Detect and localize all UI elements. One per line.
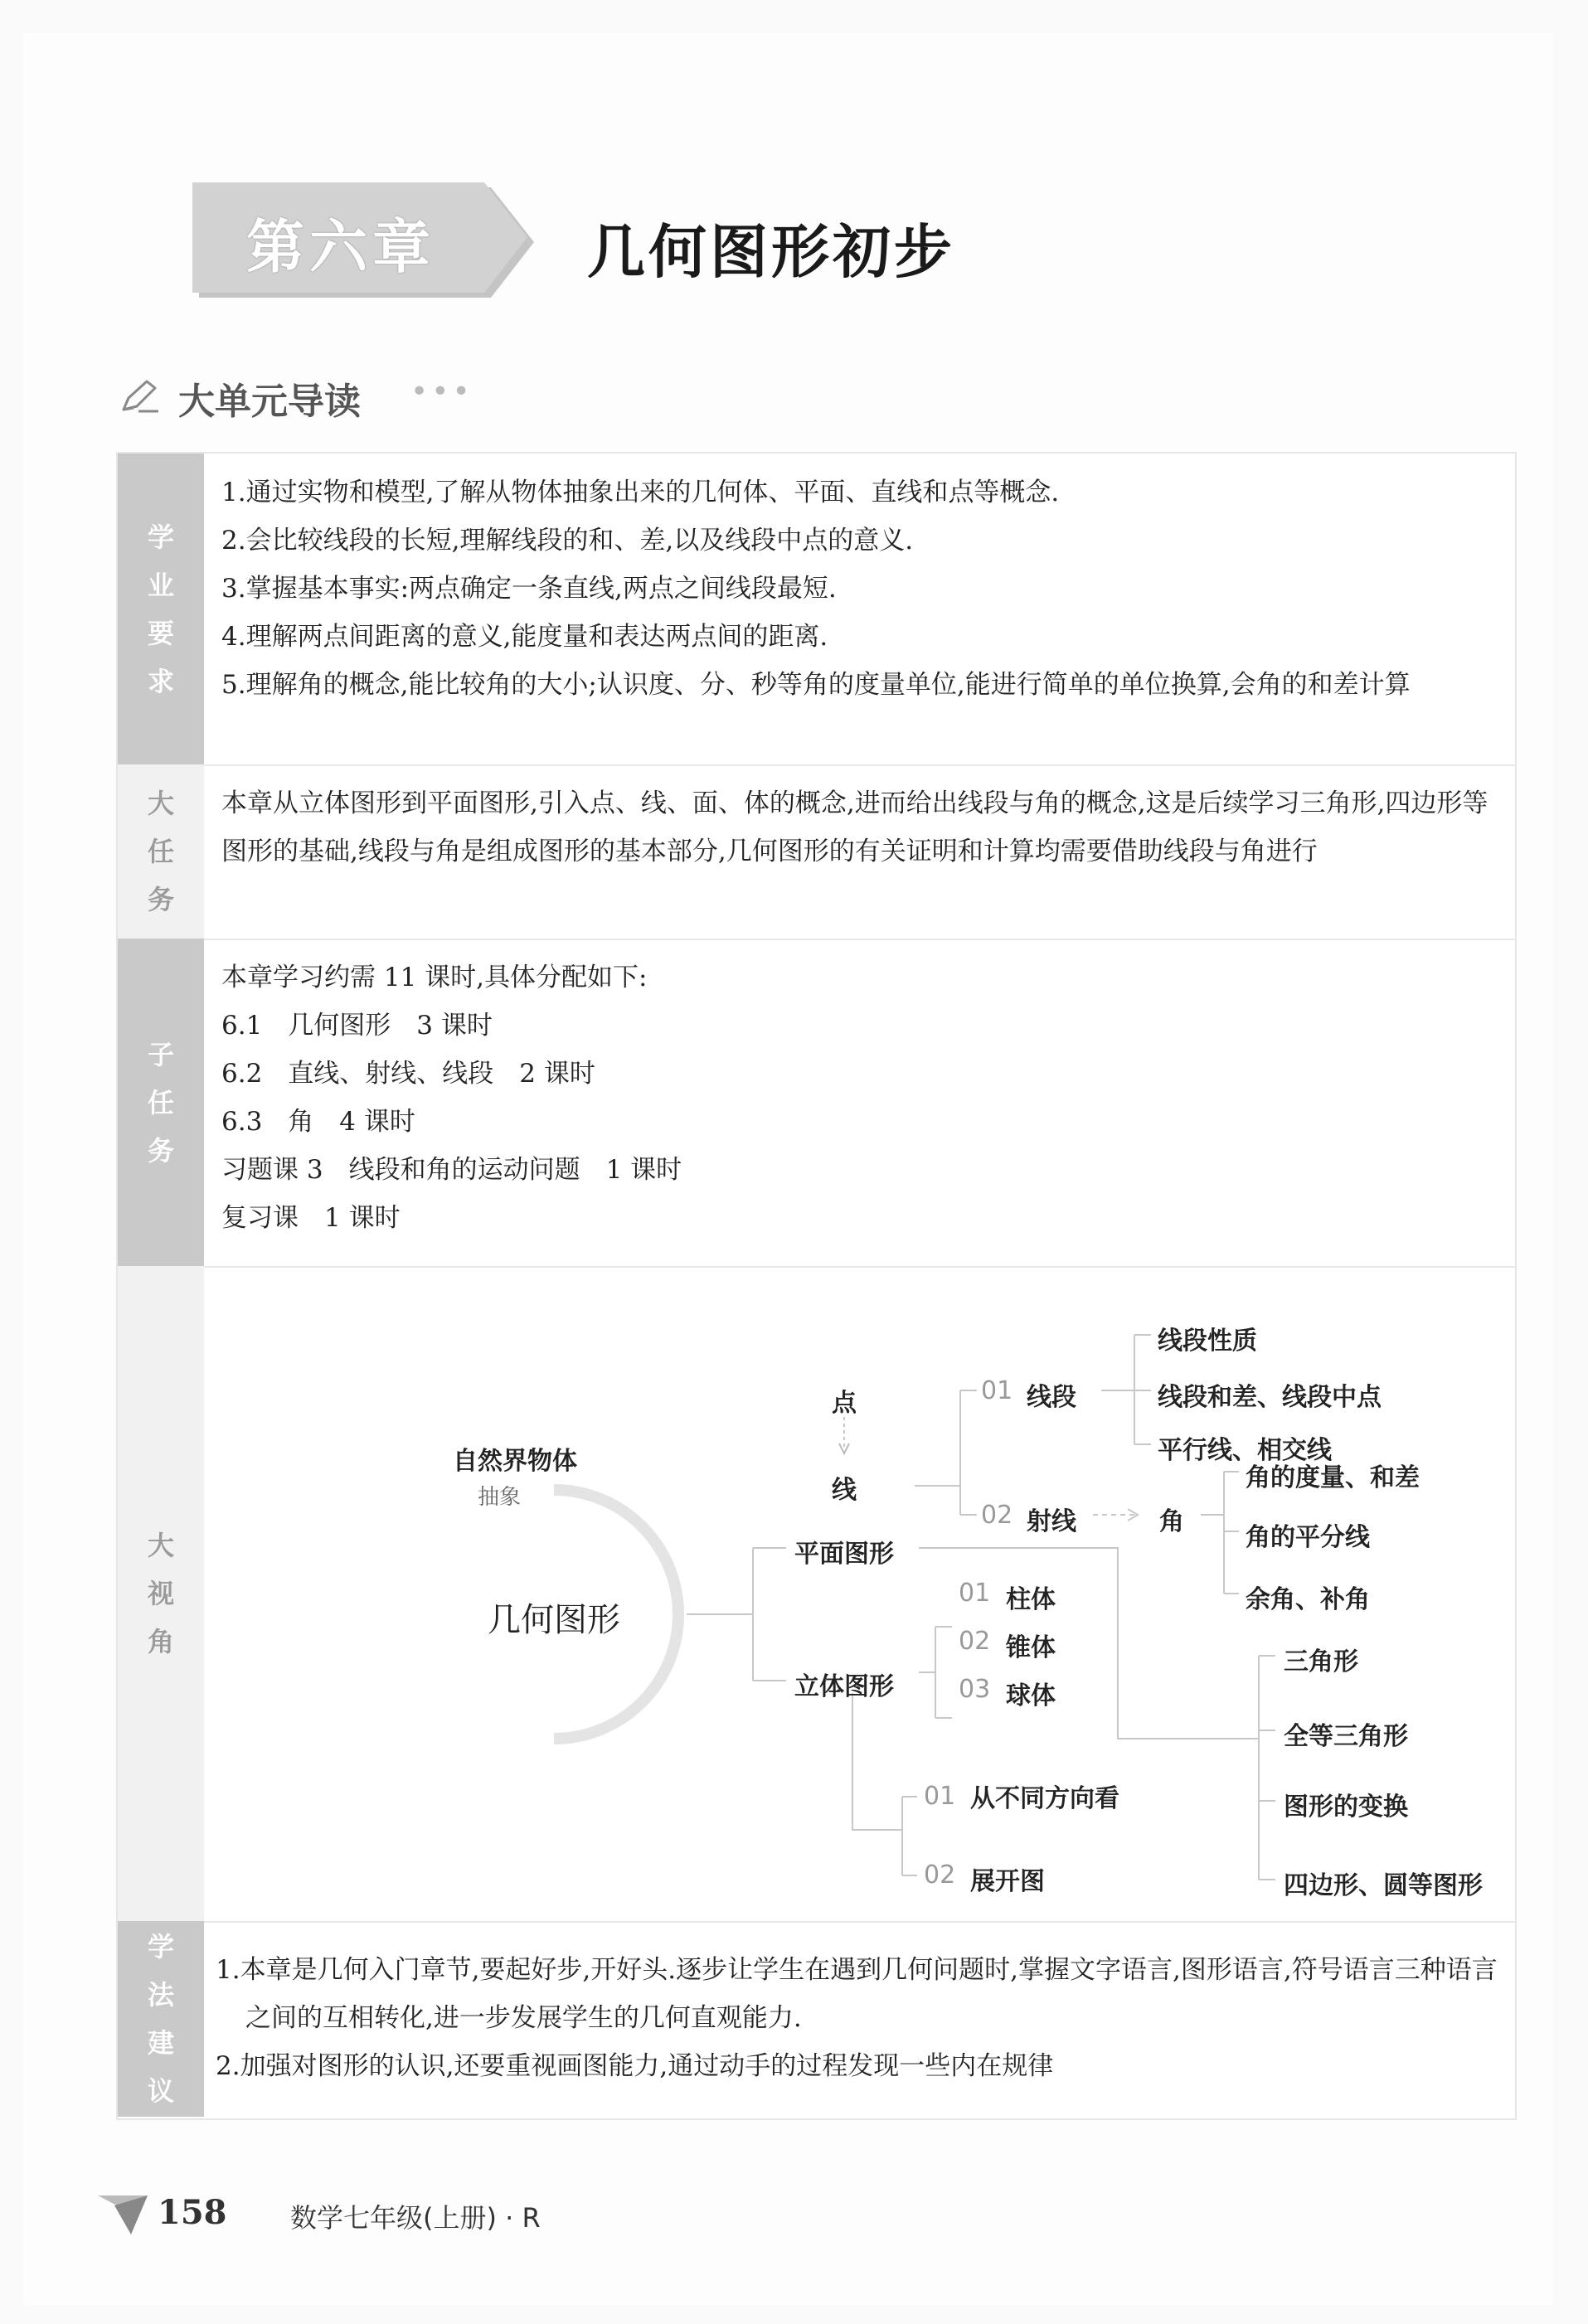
side-char: 任	[147, 836, 174, 867]
row-sub-tasks	[118, 939, 1515, 1268]
side-char: 角	[147, 1626, 174, 1657]
sub-tasks-intro: 本章学习约需 11 课时,具体分配如下:	[221, 963, 648, 992]
method-item: 1.本章是几何入门章节,要起好步,开好头.逐步让学生在遇到几何问题时,掌握文字语言,图形语言,符号语言三种语言之间的互相转化,进一步发展学生的几何直观能力.	[216, 1955, 1498, 2033]
side-char: 务	[147, 884, 174, 915]
side-char: 视	[147, 1578, 174, 1609]
sub-task-item: 6.2 直线、射线、线段 2 课时	[221, 1059, 595, 1089]
page-corner-icon	[90, 2189, 156, 2239]
sub-task-item: 复习课 1 课时	[221, 1203, 401, 1233]
mm-solid-num: 03	[959, 1675, 991, 1704]
requirement-item: 3.掌握基本事实:两点确定一条直线,两点之间线段最短.	[221, 574, 837, 604]
requirement-item: 2.会比较线段的长短,理解线段的和、差,以及线段中点的意义.	[221, 526, 914, 556]
side-char: 大	[147, 1530, 174, 1561]
mm-seg-item: 线段性质	[1158, 1327, 1257, 1356]
mm-root: 几何图形	[488, 1601, 620, 1639]
mm-point: 点	[832, 1389, 857, 1418]
method-item: 2.加强对图形的认识,还要重视画图能力,通过动手的过程发现一些内在规律	[216, 2051, 1054, 2081]
row-side-sub-tasks	[118, 939, 204, 1266]
side-char: 任	[147, 1086, 174, 1118]
method-content	[216, 1946, 1500, 2090]
mm-seg-item: 平行线、相交线	[1158, 1436, 1332, 1465]
row-big-task	[118, 764, 1515, 940]
mm-angle-item: 角的平分线	[1246, 1523, 1370, 1552]
page-number: 158	[158, 2193, 227, 2232]
side-char: 大	[147, 788, 174, 819]
mm-view-num: 01	[924, 1782, 956, 1811]
mm-plane: 平面图形	[794, 1540, 894, 1569]
book-name: 数学七年级(上册) · R	[290, 2202, 541, 2234]
mm-seg-item: 线段和差、线段中点	[1158, 1383, 1382, 1412]
sub-task-item: 6.3 角 4 课时	[221, 1107, 415, 1137]
mm-angle-item: 角的度量、和差	[1246, 1463, 1420, 1492]
side-char: 建	[147, 2027, 174, 2059]
mm-nature: 自然界物体	[453, 1447, 577, 1476]
guide-table	[116, 452, 1517, 2120]
mm-line: 线	[832, 1476, 857, 1505]
chapter-label: 第六章	[246, 213, 435, 281]
mindmap	[206, 1266, 1514, 1921]
requirement-item: 5.理解角的概念,能比较角的大小;认识度、分、秒等角的度量单位,能进行简单的单位换算,会角的和差计算	[221, 670, 1411, 700]
row-side-method	[118, 1921, 204, 2117]
side-char: 议	[147, 2075, 174, 2107]
mm-solid-item: 锥体	[1006, 1633, 1056, 1662]
mm-solid: 立体图形	[794, 1672, 894, 1701]
section-dots: •••	[410, 375, 473, 409]
section-title: 大单元导读	[178, 381, 361, 423]
mm-ray-num: 02	[981, 1501, 1013, 1530]
chapter-badge	[192, 182, 541, 303]
mm-future-item: 全等三角形	[1284, 1722, 1408, 1751]
side-char: 求	[147, 665, 174, 697]
side-char: 业	[147, 569, 174, 601]
side-char: 法	[147, 1979, 174, 2011]
mm-view-item: 从不同方向看	[970, 1784, 1119, 1813]
sub-task-item: 习题课 3 线段和角的运动问题 1 课时	[221, 1155, 682, 1185]
row-side-big-view	[118, 1266, 204, 1921]
side-char: 要	[147, 617, 174, 649]
mm-segment: 线段	[1027, 1383, 1076, 1412]
side-char: 子	[147, 1038, 174, 1070]
row-method	[118, 1921, 1515, 2117]
mm-future-item: 图形的变换	[1284, 1793, 1408, 1822]
big-task-text: 本章从立体图形到平面图形,引入点、线、面、体的概念,进而给出线段与角的概念,这是后续学习三角形,四边形等图形的基础,线段与角是组成图形的基本部分,几何图形的有关证明和计算均需要借助线段与角进行	[221, 788, 1488, 866]
mm-abstract: 抽象	[478, 1485, 522, 1510]
big-task-content	[221, 779, 1500, 876]
sub-task-item: 6.1 几何图形 3 课时	[221, 1011, 493, 1041]
side-char: 学	[147, 1931, 174, 1963]
row-side-requirements	[118, 454, 204, 764]
row-big-view	[118, 1266, 1515, 1923]
mm-angle: 角	[1159, 1507, 1184, 1536]
side-char: 务	[147, 1134, 174, 1167]
mm-future-item: 四边形、圆等图形	[1284, 1871, 1483, 1900]
mm-solid-num: 02	[959, 1627, 991, 1656]
mm-ray: 射线	[1027, 1507, 1076, 1536]
mm-future-item: 三角形	[1284, 1647, 1358, 1676]
mm-view-item: 展开图	[970, 1867, 1045, 1896]
row-requirements	[118, 454, 1515, 766]
pencil-icon	[120, 378, 160, 415]
chapter-title: 几何图形初步	[587, 218, 955, 286]
mm-solid-item: 球体	[1006, 1681, 1056, 1710]
mm-solid-item: 柱体	[1006, 1585, 1056, 1614]
mm-segment-num: 01	[981, 1376, 1013, 1405]
mm-view-num: 02	[924, 1861, 956, 1890]
requirement-item: 1.通过实物和模型,了解从物体抽象出来的几何体、平面、直线和点等概念.	[221, 478, 1060, 507]
sub-tasks-content	[221, 953, 1500, 1242]
row-side-big-task	[118, 764, 204, 939]
side-char: 学	[147, 521, 174, 553]
mm-angle-item: 余角、补角	[1246, 1585, 1370, 1614]
requirements-content	[221, 468, 1500, 709]
requirement-item: 4.理解两点间距离的意义,能度量和表达两点间的距离.	[221, 622, 828, 652]
mm-solid-num: 01	[959, 1579, 991, 1608]
